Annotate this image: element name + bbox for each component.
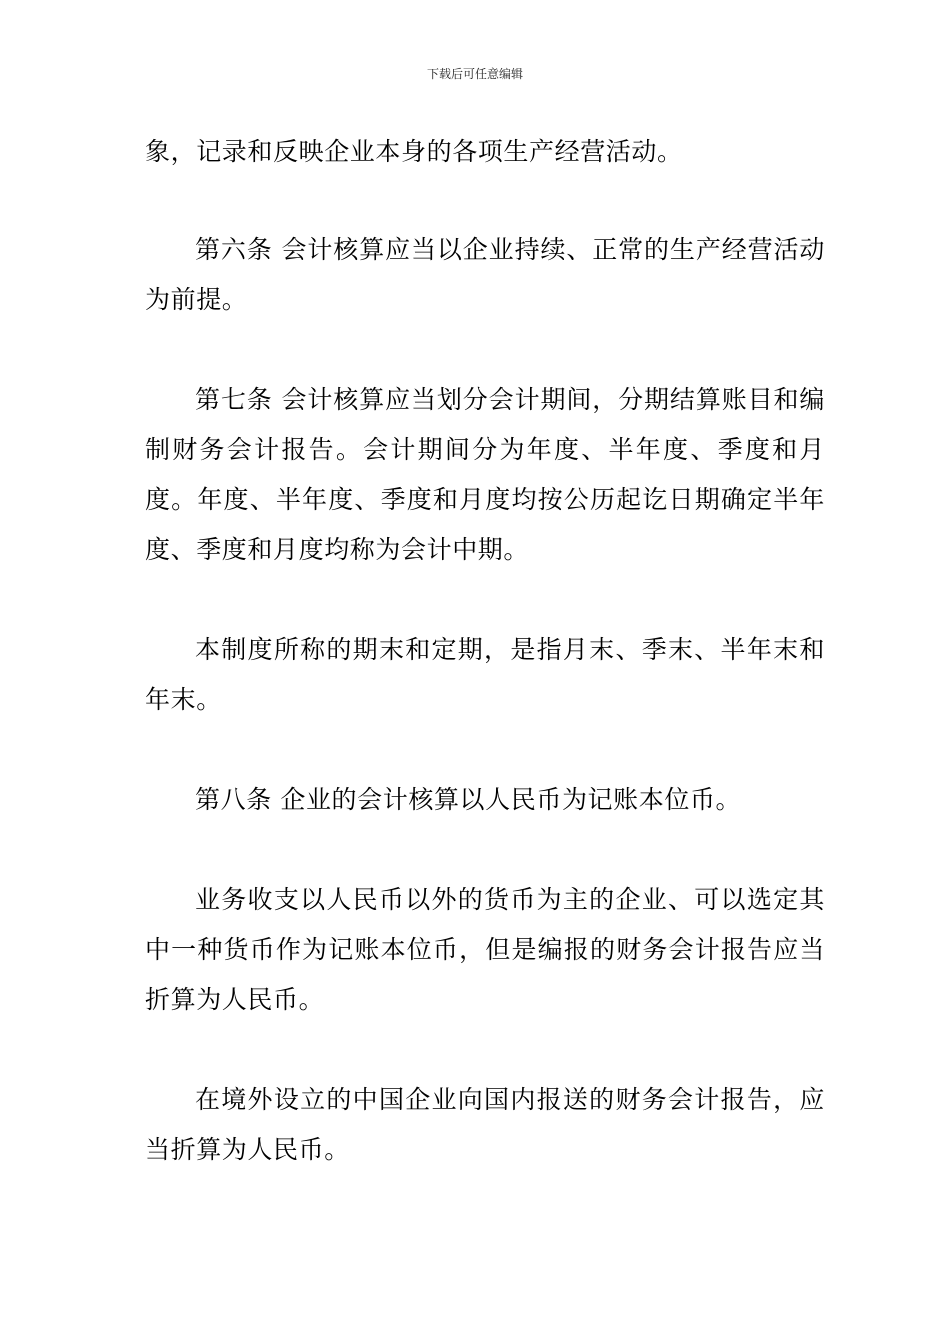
paragraph-article-6: 第六条 会计核算应当以企业持续、正常的生产经营活动为前提。 [145, 235, 825, 314]
paragraph-foreign-currency: 业务收支以人民币以外的货币为主的企业、可以选定其中一种货币作为记账本位币，但是编报的财务会计报告应当折算为人民币。 [145, 885, 825, 1014]
paragraph-period-end-definition: 本制度所称的期末和定期，是指月末、季末、半年末和年末。 [145, 635, 825, 714]
document-body [145, 127, 825, 1175]
page-header: 下载后可任意编辑 [426, 67, 523, 81]
paragraph-overseas-enterprise: 在境外设立的中国企业向国内报送的财务会计报告，应当折算为人民币。 [145, 1085, 825, 1164]
paragraph-article-8: 第八条 企业的会计核算以人民币为记账本位币。 [195, 785, 742, 814]
paragraph-continuation: 象，记录和反映企业本身的各项生产经营活动。 [145, 137, 683, 166]
paragraph-article-7: 第七条 会计核算应当划分会计期间，分期结算账目和编制财务会计报告。会计期间分为年度、半年度、季度和月度。年度、半年度、季度和月度均按公历起讫日期确定半年度、季度和月度均称为会计中期。 [145, 385, 825, 564]
